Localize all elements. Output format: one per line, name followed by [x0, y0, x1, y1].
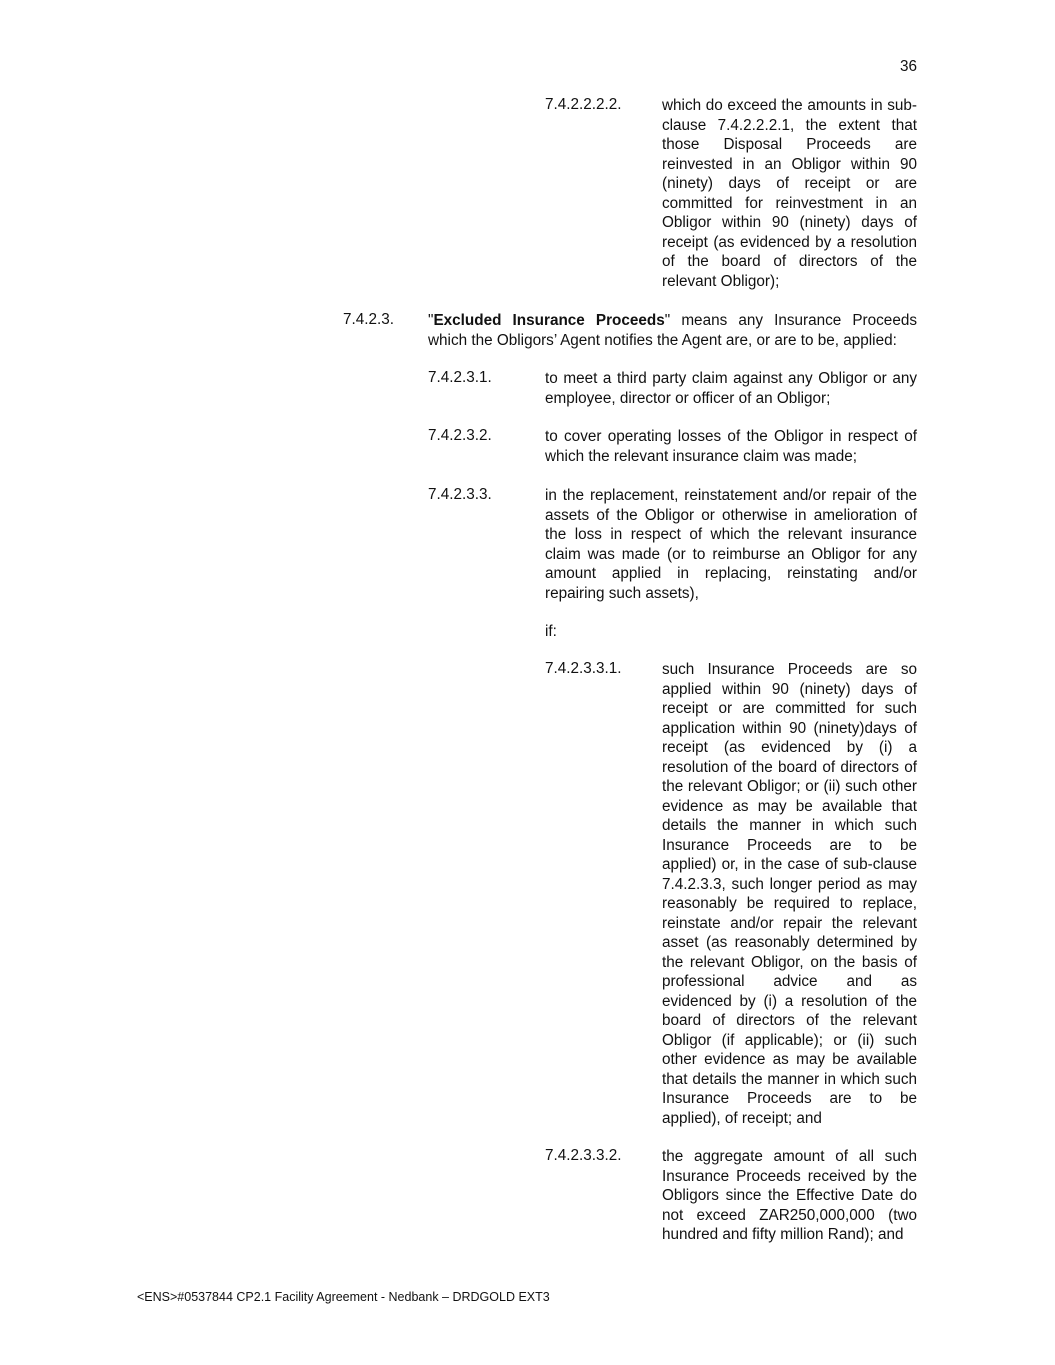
defined-term: Excluded Insurance Proceeds [433, 312, 665, 329]
close-quote: " [664, 312, 671, 329]
clause-text: which do exceed the amounts in sub-clause 7.4.2.2.2.1, the extent that those Disposal Proceeds are reinvested in an Obligor within 90 (ninety) days of receipt or are committed for reinvestment in an Obligor within 90 (ninety) days of receipt (as evidenced by a resolution of the board of directors of the relevant Obligor); [662, 97, 917, 290]
clause-number: 7.4.2.3.2. [428, 427, 492, 444]
document-footer: <ENS>#0537844 CP2.1 Facility Agreement - Nedbank – DRDGOLD EXT3 [137, 1290, 550, 1304]
clause-text: if: [545, 623, 557, 640]
clause-number: 7.4.2.3. [343, 311, 395, 328]
clause-text: to meet a third party claim against any Obligor or any employee, director or officer of an Obligor; [545, 370, 917, 407]
clause-text [428, 311, 917, 350]
clause-number: 7.4.2.2.2.2. [545, 96, 622, 113]
page-number: 36 [899, 58, 917, 75]
clause-number: 7.4.2.3.1. [428, 369, 492, 386]
clause-text: in the replacement, reinstatement and/or repair of the assets of the Obligor or otherwise in amelioration of the loss in respect of which the relevant insurance claim was made (or to reimburse an Obligor for any amount applied in replacing, reinstating and/or repairing such assets), [545, 487, 917, 602]
definition-text: means any Insurance Proceeds which the Obligors’ Agent notifies the Agent are, or are to be, applied: [428, 312, 917, 349]
clause-text: to cover operating losses of the Obligor in respect of which the relevant insurance claim was made; [545, 428, 917, 465]
clause-number: 7.4.2.3.3. [428, 486, 492, 503]
open-quote: " [428, 312, 434, 329]
clause-number: 7.4.2.3.3.1. [545, 660, 622, 677]
clause-text: the aggregate amount of all such Insurance Proceeds received by the Obligors since the Effective Date do not exceed ZAR250,000,000 (two hundred and fifty million Rand); and [662, 1148, 917, 1243]
clause-text: such Insurance Proceeds are so applied within 90 (ninety) days of receipt or are committed for such application within 90 (ninety)days of receipt (as evidenced by (i) a resolution of the board of directors of the relevant Obligor; or (ii) such other evidence as may be available that details the manner in which such Insurance Proceeds are to be applied) or, in the case of sub-clause 7.4.2.3.3, such longer period as may reasonably be required to replace, reinstate and/or repair the relevant asset (as reasonably determined by the relevant Obligor, on the basis of professional advice and as evidenced by (i) a resolution of the board of directors of the relevant Obligor (if applicable); or (ii) such other evidence as may be available that details the manner in which such Insurance Proceeds are to be applied), of receipt; and [662, 661, 917, 1127]
clause-number: 7.4.2.3.3.2. [545, 1147, 622, 1164]
